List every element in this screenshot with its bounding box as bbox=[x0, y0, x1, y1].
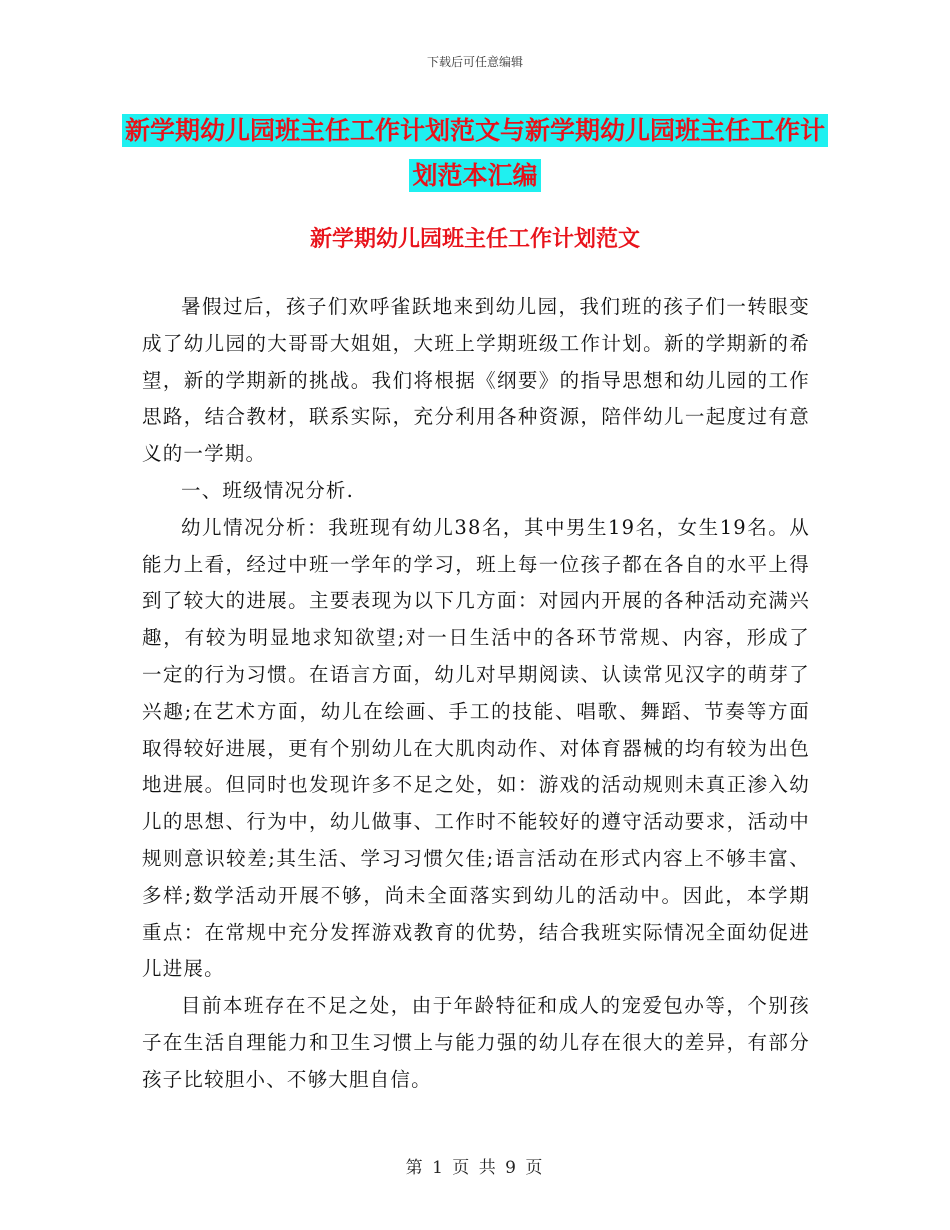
document-body bbox=[142, 289, 810, 1099]
document-title-text: 新学期幼儿园班主任工作计划范文与新学期幼儿园班主任工作计划范本汇编 bbox=[122, 114, 828, 192]
header-note: 下载后可任意编辑 bbox=[426, 55, 523, 69]
document-title bbox=[120, 108, 830, 198]
paragraph-child-analysis: 幼儿情况分析：我班现有幼儿38名，其中男生19名，女生19名。从能力上看，经过中班一学年的学习，班上每一位孩子都在各自的水平上得到了较大的进展。主要表现为以下几方面：对园内开展的各种活动充满兴趣，有较为明显地求知欲望;对一日生活中的各环节常规、内容，形成了一定的行为习惯。在语言方面，幼儿对早期阅读、认读常见汉字的萌芽了兴趣;在艺术方面，幼儿在绘画、手工的技能、唱歌、舞蹈、节奏等方面取得较好进展，更有个别幼儿在大肌肉动作、对体育器械的均有较为出色地进展。但同时也发现许多不足之处，如：游戏的活动规则未真正渗入幼儿的思想、行为中，幼儿做事、工作时不能较好的遵守活动要求，活动中规则意识较差;其生活、学习习惯欠佳;语言活动在形式内容上不够丰富、多样;数学活动开展不够，尚未全面落实到幼儿的活动中。因此，本学期重点：在常规中充分发挥游戏教育的优势，结合我班实际情况全面幼促进儿进展。 bbox=[142, 515, 810, 981]
paragraph-shortcomings: 目前本班存在不足之处，由于年龄特征和成人的宠爱包办等，个别孩子在生活自理能力和卫生习惯上与能力强的幼儿存在很大的差异，有部分孩子比较胆小、不够大胆自信。 bbox=[142, 994, 810, 1091]
paragraph-intro: 暑假过后，孩子们欢呼雀跃地来到幼儿园，我们班的孩子们一转眼变成了幼儿园的大哥哥大姐姐，大班上学期班级工作计划。新的学期新的希望，新的学期新的挑战。我们将根据《纲要》的指导思想和幼儿园的工作思路，结合教材，联系实际，充分利用各种资源，陪伴幼儿一起度过有意义的一学期。 bbox=[142, 295, 810, 466]
section-title: 新学期幼儿园班主任工作计划范文 bbox=[309, 227, 640, 252]
page-number: 第 1 页 共 9 页 bbox=[405, 1158, 545, 1178]
paragraph-heading-class-analysis: 一、班级情况分析. bbox=[181, 478, 354, 502]
